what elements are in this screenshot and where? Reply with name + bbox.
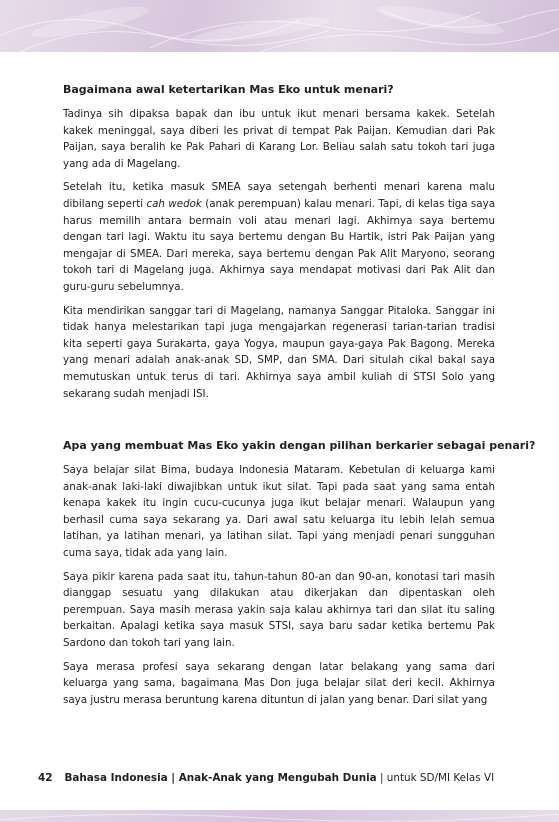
header-decoration: [0, 0, 559, 52]
italic-term: cah wedok: [146, 197, 202, 210]
answer-paragraph: [63, 179, 495, 295]
page-number: 42: [38, 772, 53, 784]
feather-pattern: [0, 0, 559, 52]
answer-paragraph: Saya pikir karena pada saat itu, tahun-tahun 80-an dan 90-an, konotasi tari masih dianggap sesuatu yang dilakukan atau dikerjakan dan dipentaskan oleh perempuan. Saya masih merasa yakin saja kalau akhirnya tari dan silat itu saling berkaitan. Apalagi ketika saya masuk STSI, saya baru sadar ketika bertemu Pak Sardono dan tokoh tari yang lain.: [63, 570, 495, 650]
answer-paragraph: Saya belajar silat Bima, budaya Indonesia Mataram. Kebetulan di keluarga kami anak-anak laki-laki diwajibkan untuk ikut silat. Tapi pada saat yang sama entah kenapa kakek itu ingin cucu-cucunya juga ikut belajar menari. Walaupun yang berhasil cuma saya sekarang ya. Dari awal satu keluarga itu lebih lelah semua latihan, ya latihan menari, ya latihan silat. Tapi yang menjadi penari sungguhan cuma saya, tidak ada yang lain.: [63, 464, 495, 560]
grade-label: untuk SD/MI Kelas VI: [386, 772, 495, 784]
question-heading: Bagaimana awal ketertarikan Mas Eko untuk menari?: [63, 83, 394, 96]
answer-paragraph: Kita mendirikan sanggar tari di Magelang, namanya Sanggar Pitaloka. Sanggar ini tidak hanya melestarikan tapi juga mengajarkan regenerasi tarian-tarian tradisi kita seperti gaya Surakarta, gaya Yogya, maupun gaya-gaya Pak Bagong. Mereka yang menari adalah anak-anak SD, SMP, dan SMA. Dari situlah cikal bakal saya memutuskan untuk terus di tari. Akhirnya saya ambil kuliah di STSI Solo yang sekarang sudah menjadi ISI.: [63, 304, 495, 400]
answer-paragraph: Tadinya sih dipaksa bapak dan ibu untuk ikut menari bersama kakek. Setelah kakek meninggal, saya diberi les privat di tempat Pak Paijan. Kemudian dari Pak Paijan, saya beralih ke Pak Pahari di Karang Lor. Beliau salah satu tokoh tari juga yang ada di Magelang.: [63, 108, 495, 170]
book-title: Bahasa Indonesia | Anak-Anak yang Mengubah Dunia: [64, 772, 377, 784]
answer-paragraph: Saya merasa profesi saya sekarang dengan latar belakang yang sama dari keluarga yang sama, bagaimana Mas Don juga belajar silat deri kecil. Akhirnya saya justru merasa beruntung karena dituntun di jalan yang benar. Dari silat yang: [63, 660, 495, 706]
footer-separator: |: [376, 772, 387, 784]
article-body: [63, 83, 536, 715]
question-heading: Apa yang membuat Mas Eko yakin dengan pilihan berkarier sebagai penari?: [63, 439, 536, 453]
feather-pattern: [0, 810, 559, 822]
text-run: (anak perempuan) kalau menari. Tapi, di kelas tiga saya harus memilih antara bermain voli atau menari lagi. Akhirnya saya bertemu dengan tari lagi. Waktu itu saya bertemu dengan Bu Hartik, istri Pak Paijan yang mengajar di SMEA. Dari mereka, saya bertemu dengan Pak Alit Maryono, seorang tokoh tari di Magelang juga. Akhirnya saya mendapat motivasi dari Pak Alit dan guru-guru sebelumnya.: [63, 197, 495, 293]
page-footer: [38, 771, 538, 785]
footer-decoration: [0, 810, 559, 822]
text-run: Setelah itu, ketika masuk SMEA saya setengah berhenti menari karena malu dibilang seperti: [63, 181, 495, 210]
